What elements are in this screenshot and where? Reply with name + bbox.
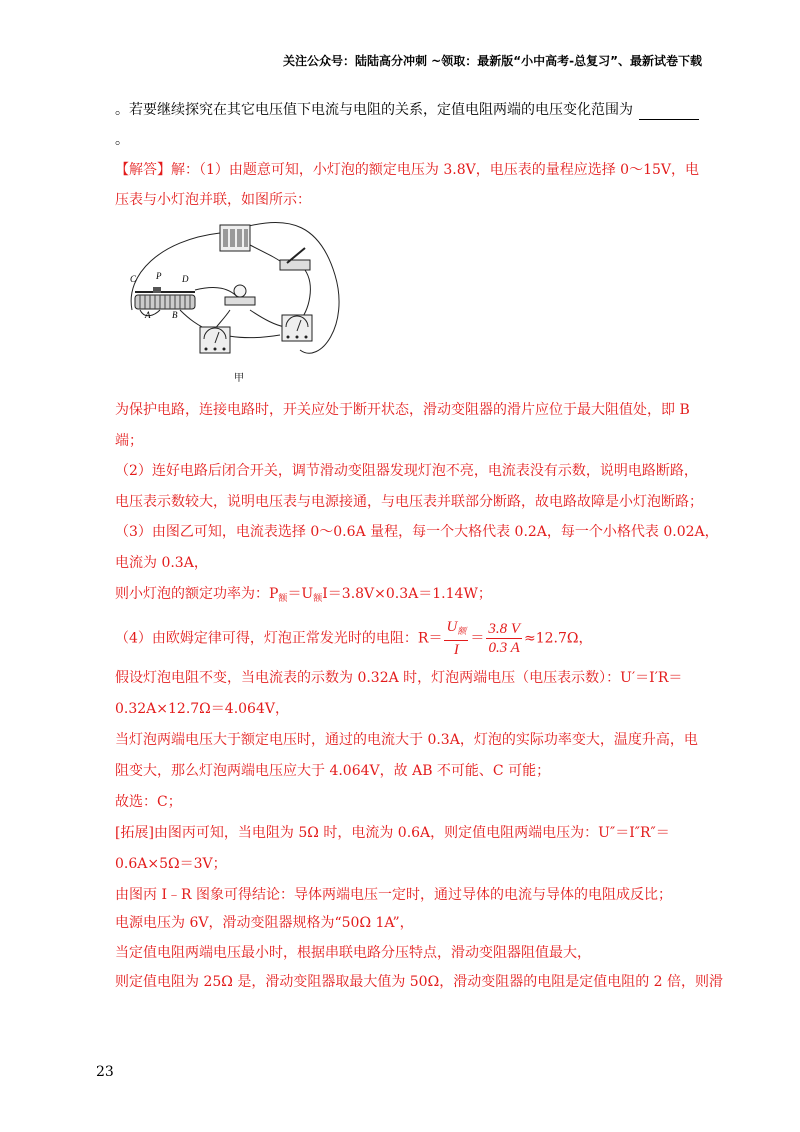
fraction-numerator-voltage: 3.8 V (488, 621, 520, 637)
page-number: 23 (96, 1064, 114, 1080)
ammeter-icon (282, 315, 312, 341)
answer-line-12: 0.32A×12.7Ω＝4.064V， (115, 701, 289, 717)
label-a: A (145, 310, 151, 320)
switch-icon (280, 248, 310, 270)
answer-line-21: 则定值电阻为 25Ω 是，滑动变阻器取最大值为 50Ω，滑动变阻器的电阻是定值电阻的 2 倍，则滑 (115, 974, 723, 990)
battery-icon (220, 225, 250, 251)
answer-line-16: [拓展]由图丙可知，当电阻为 5Ω 时，电流为 0.6A，则定值电阻两端电压为：U″＝I″R″＝ (115, 825, 670, 841)
answer-tag: 【解答】 (115, 162, 171, 178)
answer-line-9 (115, 584, 492, 609)
answer-line-6: 电压表示数较大，说明电压表与电源接通，与电压表并联部分断路，故电路故障是小灯泡断路； (115, 494, 703, 510)
bulb-icon (225, 285, 255, 305)
answer-line-18: 由图丙 I﹣R 图象可得结论：导体两端电压一定时，通过导体的电流与导体的电阻成反比； (115, 887, 672, 903)
question-line-1 (115, 100, 699, 120)
label-d: D (182, 274, 189, 284)
resistance-formula-post: ≈12.7Ω， (523, 630, 593, 647)
fraction-numerator-u: U (446, 619, 458, 635)
answer-line-2: 压表与小灯泡并联，如图所示： (115, 192, 311, 208)
answer-line-11: 假设灯泡电阻不变，当电流表的示数为 0.32A 时，灯泡两端电压（电压表示数）：U′＝I′R＝ (115, 670, 683, 686)
answer-line-17: 0.6A×5Ω＝3V； (115, 856, 227, 872)
answer-line-8: 电流为 0.3A， (115, 555, 208, 571)
power-formula-post: I＝3.8V×0.3A＝1.14W； (322, 586, 492, 602)
answer-line-19: 电源电压为 6V，滑动变阻器规格为“50Ω 1A”， (115, 915, 414, 931)
answer-line-5: （2）连好电路后闭合开关，调节滑动变阻器发现灯泡不亮，电流表没有示数，说明电路断路， (115, 463, 698, 479)
answer-line-10 (115, 618, 593, 659)
subscript-rated-2: 额 (313, 594, 323, 604)
answer-line-1 (115, 160, 699, 180)
answer-line-4: 端； (115, 433, 143, 449)
equals-sign: ＝ (470, 630, 485, 647)
subscript-rated-3: 额 (457, 626, 467, 636)
answer-line-3: 为保护电路，连接电路时，开关应处于断开状态，滑动变阻器的滑片应位于最大阻值处，即 B (115, 402, 690, 418)
fraction-values (486, 620, 522, 657)
answer-text: 解：（1）由题意可知，小灯泡的额定电压为 3.8V，电压表的量程应选择 0～15V，电 (171, 162, 700, 178)
answer-blank (639, 105, 699, 120)
power-formula-mid: ＝U (287, 586, 314, 602)
circuit-figure (120, 215, 340, 385)
answer-line-20: 当定值电阻两端电压最小时，根据串联电路分压特点，滑动变阻器阻值最大， (115, 945, 591, 961)
subscript-rated-1: 额 (278, 594, 288, 604)
question-text: 。若要继续探究在其它电压值下电流与电阻的关系，定值电阻两端的电压变化范围为 (115, 102, 633, 118)
figure-caption: 甲 (234, 373, 244, 384)
answer-line-14: 阻变大，那么灯泡两端电压应大于 4.064V，故 AB 不可能、C 可能； (115, 763, 551, 779)
voltmeter-icon (200, 327, 230, 353)
label-b: B (172, 310, 178, 320)
power-formula-pre: 则小灯泡的额定功率为：P (115, 586, 279, 602)
rheostat-icon (135, 287, 195, 309)
fraction-denominator-current: 0.3 A (488, 640, 520, 656)
page-header: 关注公众号：陆陆高分冲刺 ~领取：最新版“小中高考-总复习”、最新试卷下载 (283, 54, 702, 68)
answer-line-15: 故选：C； (115, 794, 182, 810)
question-line-2: 。 (115, 132, 129, 148)
answer-line-7: （3）由图乙可知，电流表选择 0～0.6A 量程，每一个大格代表 0.2A，每一个小格代表 0.02A， (115, 524, 719, 540)
answer-line-13: 当灯泡两端电压大于额定电压时，通过的电流大于 0.3A，灯泡的实际功率变大，温度升高，电 (115, 732, 698, 748)
circuit-diagram (120, 215, 340, 385)
label-p: P (156, 271, 162, 281)
resistance-formula-pre: （4）由欧姆定律可得，灯泡正常发光时的电阻：R＝ (115, 630, 443, 647)
label-c: C (130, 274, 137, 284)
fraction-u-over-i (444, 618, 468, 659)
fraction-denominator-i: I (453, 642, 459, 658)
